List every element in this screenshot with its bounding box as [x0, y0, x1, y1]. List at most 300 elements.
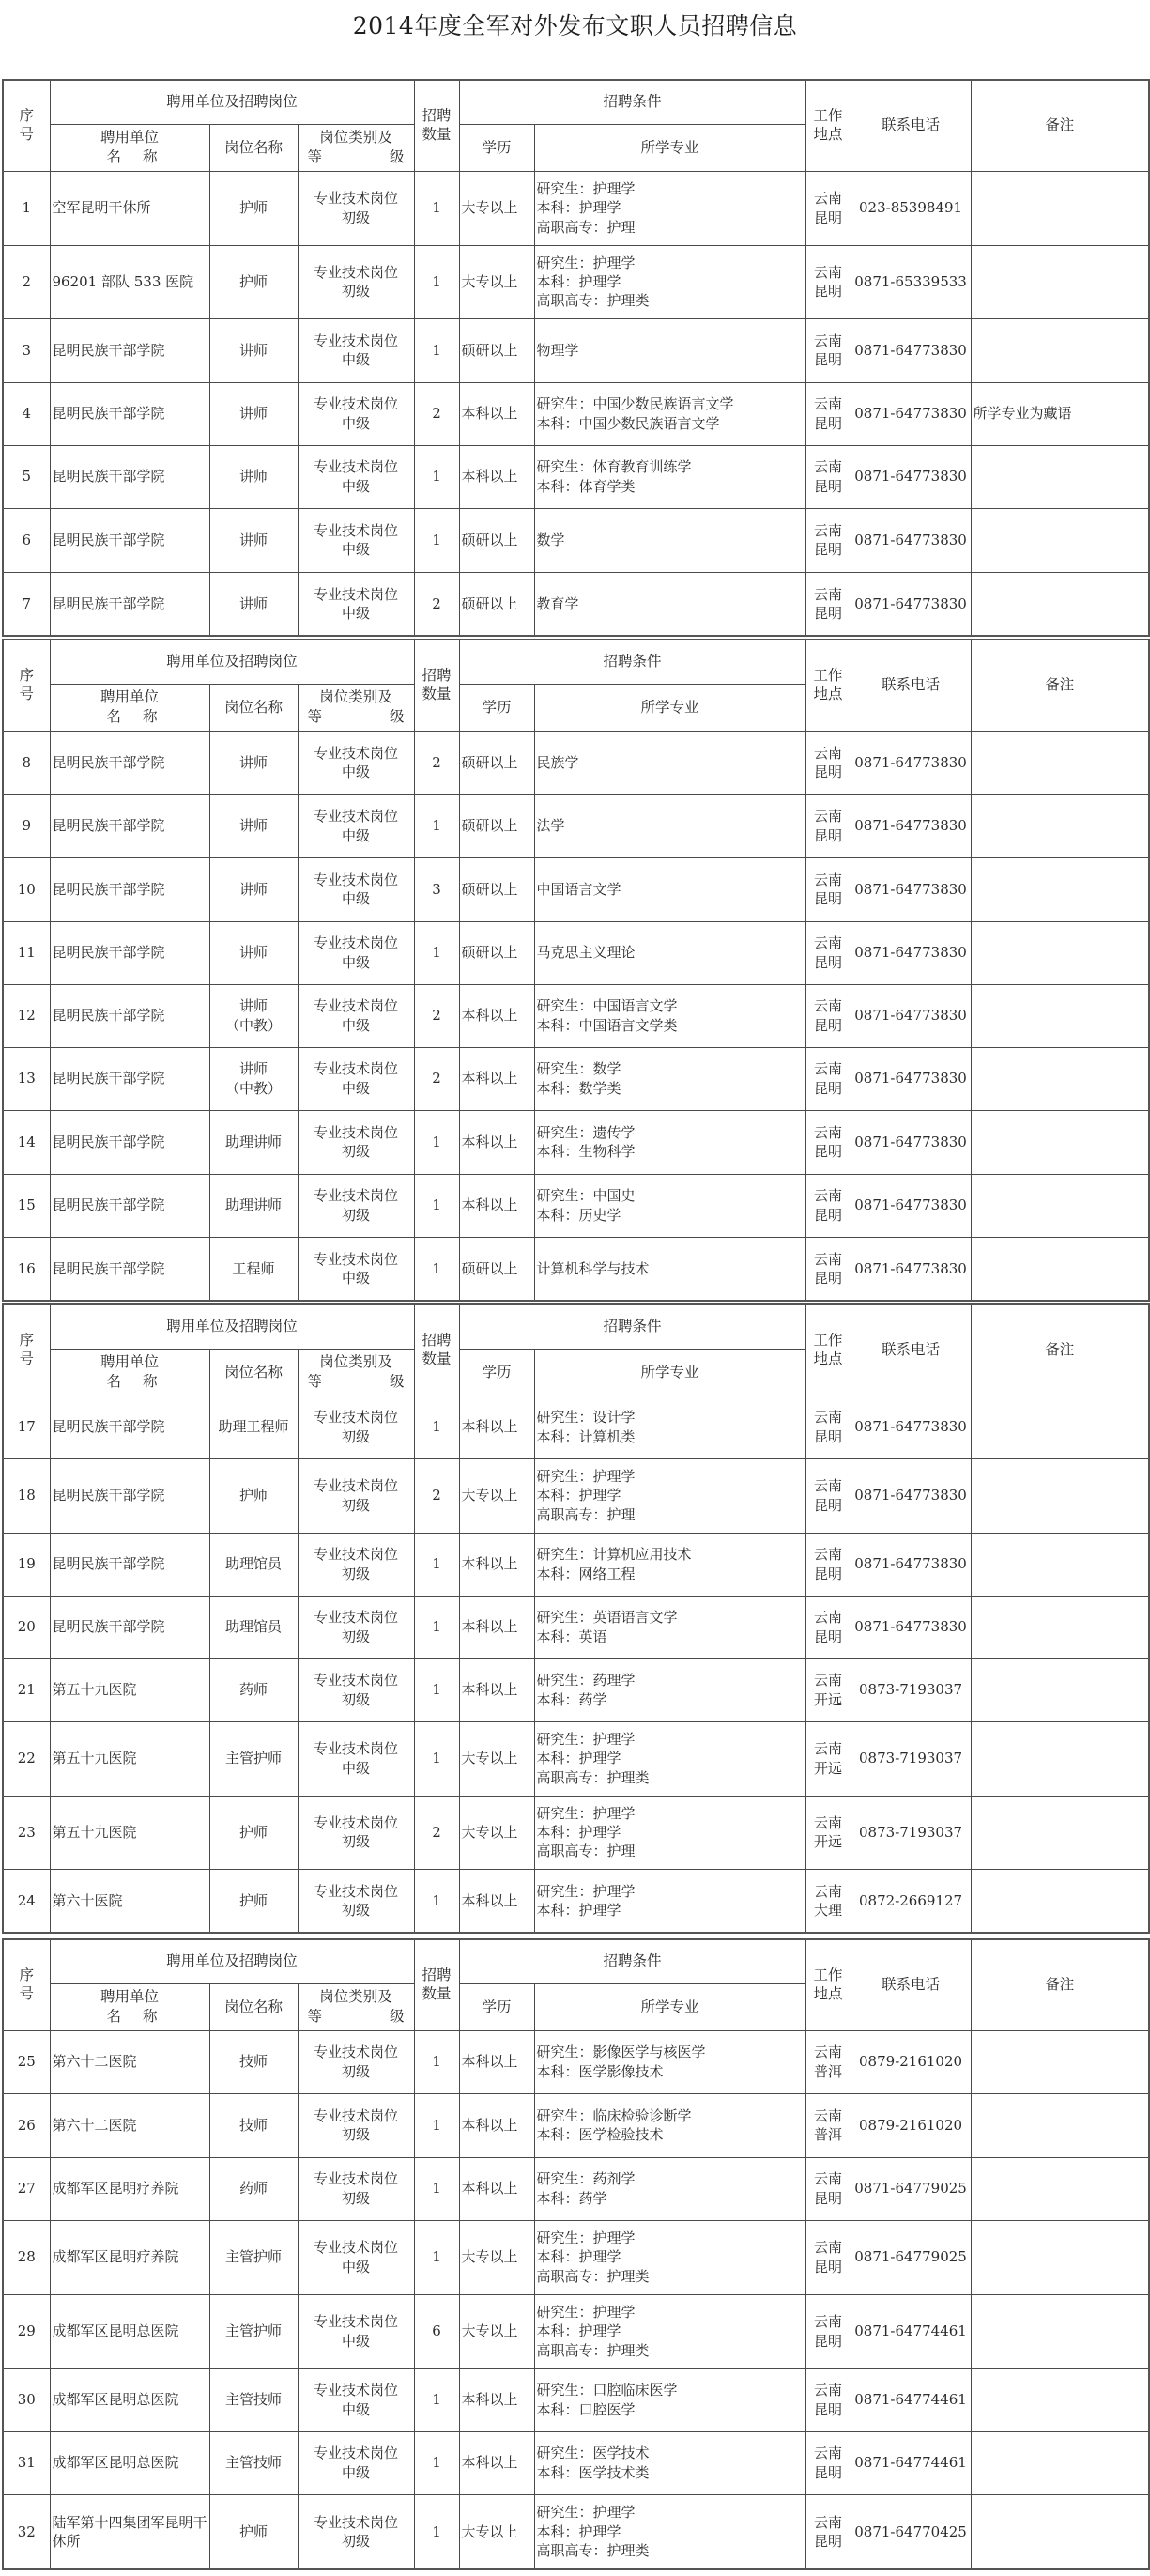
header-conditions-group: 招聘条件 [459, 80, 805, 124]
location-line: 云南 [814, 2313, 843, 2331]
location-line: 昆明 [814, 351, 843, 368]
header-remarks: 备注 [971, 640, 1149, 731]
cell-education: 大专以上 [459, 2220, 534, 2294]
cell-major [534, 1796, 805, 1869]
recruitment-table [2, 639, 1150, 1302]
location-line: 云南 [814, 1546, 843, 1564]
table-row [3, 2494, 1149, 2569]
cell-seq: 30 [3, 2368, 50, 2431]
position-line: 护师 [238, 1487, 268, 1504]
header-remarks: 备注 [971, 80, 1149, 171]
cell-remarks [971, 2157, 1149, 2220]
cell-remarks [971, 1869, 1149, 1933]
cell-phone: 0871-64774461 [851, 2368, 971, 2431]
category-line: 中级 [342, 541, 371, 558]
location-line: 昆明 [814, 1496, 843, 1514]
table-row [3, 508, 1149, 572]
location-line: 昆明 [814, 604, 843, 622]
major-line: 研究生：设计学 [536, 1409, 636, 1427]
major-line: 高职高专：护理类 [536, 2267, 650, 2285]
location-line: 昆明 [814, 1565, 843, 1582]
cell-phone: 0871-64773830 [851, 921, 971, 984]
header-category: 岗位类别及 等 级 [298, 1349, 414, 1396]
cell-education: 本科以上 [459, 445, 534, 508]
location-line: 云南 [814, 1409, 843, 1427]
table-row [3, 1047, 1149, 1110]
cell-remarks [971, 2431, 1149, 2494]
category-line: 初级 [342, 1627, 371, 1645]
location-line: 云南 [814, 332, 843, 349]
category-line: 专业技术岗位 [314, 934, 399, 952]
cell-phone: 0871-64773830 [851, 508, 971, 572]
location-line: 云南 [814, 190, 843, 208]
header-education: 学历 [459, 684, 534, 731]
cell-major [534, 245, 805, 318]
cell-education: 硕研以上 [459, 318, 534, 382]
cell-seq: 13 [3, 1047, 50, 1110]
cell-position [209, 2368, 298, 2431]
category-line: 初级 [342, 283, 371, 300]
cell-category [298, 382, 414, 445]
cell-position [209, 1796, 298, 1869]
table-row [3, 1533, 1149, 1596]
cell-phone: 0871-64770425 [851, 2494, 971, 2569]
header-major: 所学专业 [534, 1983, 805, 2030]
cell-count: 1 [414, 245, 459, 318]
cell-location [805, 1047, 851, 1110]
cell-seq: 31 [3, 2431, 50, 2494]
position-line: 药师 [238, 2180, 268, 2198]
cell-category [298, 794, 414, 857]
cell-position [209, 731, 298, 794]
position-line: 主管护师 [224, 2248, 282, 2266]
position-line: 护师 [238, 272, 268, 290]
major-line: 高职高专：护理类 [536, 2541, 650, 2559]
major-line: 高职高专：护理 [536, 1843, 636, 1860]
cell-major [534, 1721, 805, 1796]
location-line: 云南 [814, 1477, 843, 1495]
major-line: 研究生：药理学 [536, 1672, 636, 1689]
header-seq: 序 号 [3, 640, 50, 731]
cell-seq: 23 [3, 1796, 50, 1869]
cell-count: 1 [414, 508, 459, 572]
table-row [3, 2294, 1149, 2368]
cell-education: 本科以上 [459, 1110, 534, 1174]
major-line: 研究生：护理学 [536, 1804, 636, 1822]
cell-phone: 023-85398491 [851, 171, 971, 245]
category-line: 专业技术岗位 [314, 2106, 399, 2124]
cell-position [209, 318, 298, 382]
cell-major [534, 794, 805, 857]
cell-count: 1 [414, 2220, 459, 2294]
location-line: 云南 [814, 2239, 843, 2257]
cell-unit: 第五十九医院 [50, 1721, 209, 1796]
cell-category [298, 2157, 414, 2220]
major-line: 研究生：护理学 [536, 2304, 636, 2321]
header-seq: 序 号 [3, 80, 50, 171]
location-line: 云南 [814, 1882, 843, 1900]
cell-phone: 0871-64773830 [851, 382, 971, 445]
table-row [3, 2157, 1149, 2220]
table-row [3, 1796, 1149, 1869]
table-row [3, 1174, 1149, 1237]
cell-location [805, 572, 851, 636]
major-line: 研究生：护理学 [536, 180, 636, 198]
major-line: 研究生：遗传学 [536, 1123, 636, 1141]
cell-category [298, 1721, 414, 1796]
major-line: 本科：生物科学 [536, 1143, 636, 1160]
location-line: 昆明 [814, 208, 843, 226]
cell-count: 1 [414, 2030, 459, 2093]
cell-phone: 0871-64773830 [851, 731, 971, 794]
header-major: 所学专业 [534, 684, 805, 731]
header-row-group [3, 640, 1149, 684]
location-line: 云南 [814, 1740, 843, 1758]
category-line: 初级 [342, 1901, 371, 1919]
cell-seq: 27 [3, 2157, 50, 2220]
cell-remarks [971, 794, 1149, 857]
cell-category [298, 731, 414, 794]
location-line: 昆明 [814, 826, 843, 844]
cell-category [298, 1047, 414, 1110]
cell-count: 1 [414, 318, 459, 382]
major-line: 本科：体育学类 [536, 477, 636, 495]
category-line: 专业技术岗位 [314, 1672, 399, 1689]
major-line: 本科：护理学 [536, 272, 621, 290]
major-line: 研究生：计算机应用技术 [536, 1546, 692, 1564]
cell-unit: 昆明民族干部学院 [50, 1396, 209, 1458]
category-line: 专业技术岗位 [314, 458, 399, 476]
cell-remarks [971, 2294, 1149, 2368]
cell-count: 1 [414, 2431, 459, 2494]
location-line: 云南 [814, 934, 843, 952]
cell-education: 本科以上 [459, 984, 534, 1047]
cell-unit: 昆明民族干部学院 [50, 318, 209, 382]
header-row-group [3, 1939, 1149, 1983]
location-line: 云南 [814, 2445, 843, 2462]
position-line: 工程师 [232, 1259, 275, 1277]
location-line: 云南 [814, 521, 843, 539]
header-major: 所学专业 [534, 124, 805, 171]
location-line: 昆明 [814, 1016, 843, 1034]
header-remarks: 备注 [971, 1304, 1149, 1396]
cell-phone: 0871-64773830 [851, 1047, 971, 1110]
header-position-name: 岗位名称 [209, 124, 298, 171]
cell-remarks [971, 857, 1149, 921]
header-unit-group: 聘用单位及招聘岗位 [50, 1939, 414, 1983]
cell-location [805, 318, 851, 382]
cell-major [534, 2030, 805, 2093]
cell-location [805, 731, 851, 794]
cell-position [209, 171, 298, 245]
cell-category [298, 572, 414, 636]
cell-category [298, 2431, 414, 2494]
category-line: 专业技术岗位 [314, 2445, 399, 2462]
header-unit-name: 聘用单位 名 称 [50, 124, 209, 171]
cell-location [805, 984, 851, 1047]
cell-position [209, 1658, 298, 1721]
cell-position [209, 1237, 298, 1301]
cell-position [209, 1174, 298, 1237]
cell-position [209, 1721, 298, 1796]
category-line: 中级 [342, 1269, 371, 1287]
cell-category [298, 921, 414, 984]
cell-unit: 昆明民族干部学院 [50, 508, 209, 572]
cell-location [805, 2494, 851, 2569]
cell-category [298, 857, 414, 921]
cell-unit: 第六十二医院 [50, 2030, 209, 2093]
cell-count: 2 [414, 984, 459, 1047]
category-line: 专业技术岗位 [314, 2170, 399, 2188]
cell-remarks [971, 1796, 1149, 1869]
table-row [3, 572, 1149, 636]
position-line: 讲师 [238, 997, 268, 1015]
cell-remarks [971, 1396, 1149, 1458]
location-line: 云南 [814, 1123, 843, 1141]
location-line: 昆明 [814, 414, 843, 432]
category-line: 中级 [342, 1079, 371, 1097]
location-line: 昆明 [814, 477, 843, 495]
cell-major [534, 1658, 805, 1721]
cell-education: 本科以上 [459, 1869, 534, 1933]
cell-remarks [971, 508, 1149, 572]
cell-education: 本科以上 [459, 2157, 534, 2220]
cell-location [805, 1110, 851, 1174]
cell-major [534, 1174, 805, 1237]
major-line: 本科：计算机类 [536, 1427, 636, 1445]
position-line: 讲师 [238, 341, 268, 359]
major-line: 本科：护理学 [536, 2322, 621, 2340]
cell-major [534, 318, 805, 382]
cell-seq: 15 [3, 1174, 50, 1237]
cell-unit: 第六十医院 [50, 1869, 209, 1933]
category-line: 专业技术岗位 [314, 1409, 399, 1427]
category-line: 初级 [342, 1690, 371, 1708]
location-line: 云南 [814, 997, 843, 1015]
cell-location [805, 2093, 851, 2157]
cell-phone: 0871-65339533 [851, 245, 971, 318]
location-line: 昆明 [814, 953, 843, 971]
major-line: 本科：医学技术类 [536, 2463, 650, 2481]
cell-seq: 9 [3, 794, 50, 857]
cell-location [805, 1721, 851, 1796]
major-line: 研究生：医学技术 [536, 2445, 650, 2462]
major-line: 研究生：护理学 [536, 1731, 636, 1749]
major-line: 高职高专：护理 [536, 1505, 636, 1523]
cell-major [534, 731, 805, 794]
cell-seq: 22 [3, 1721, 50, 1796]
major-line: 数学 [536, 531, 565, 548]
category-line: 专业技术岗位 [314, 997, 399, 1015]
table-row [3, 2093, 1149, 2157]
major-line: 研究生：影像医学与核医学 [536, 2044, 706, 2061]
cell-remarks [971, 731, 1149, 794]
position-line: 主管技师 [224, 2391, 282, 2409]
header-row-group [3, 1304, 1149, 1349]
table-row [3, 2030, 1149, 2093]
cell-major [534, 1237, 805, 1301]
header-count: 招聘 数量 [414, 80, 459, 171]
major-line: 本科：药学 [536, 2189, 607, 2207]
cell-education: 本科以上 [459, 2368, 534, 2431]
major-line: 研究生：中国语言文学 [536, 997, 678, 1015]
cell-phone: 0873-7193037 [851, 1796, 971, 1869]
cell-location [805, 382, 851, 445]
cell-unit: 昆明民族干部学院 [50, 857, 209, 921]
category-line: 专业技术岗位 [314, 2513, 399, 2531]
cell-position [209, 1596, 298, 1658]
cell-unit: 成都军区昆明疗养院 [50, 2157, 209, 2220]
cell-education: 本科以上 [459, 1658, 534, 1721]
cell-education: 硕研以上 [459, 921, 534, 984]
position-line: 药师 [238, 1681, 268, 1699]
category-line: 专业技术岗位 [314, 585, 399, 603]
location-line: 昆明 [814, 2189, 843, 2207]
cell-position [209, 2294, 298, 2368]
location-line: 云南 [814, 2382, 843, 2399]
header-category: 岗位类别及 等 级 [298, 124, 414, 171]
location-line: 开远 [814, 1759, 843, 1777]
cell-seq: 32 [3, 2494, 50, 2569]
header-conditions-group: 招聘条件 [459, 1304, 805, 1349]
cell-major [534, 1533, 805, 1596]
cell-remarks [971, 1047, 1149, 1110]
major-line: 研究生：临床检验诊断学 [536, 2106, 692, 2124]
cell-education: 大专以上 [459, 1458, 534, 1533]
cell-category [298, 2494, 414, 2569]
cell-position [209, 984, 298, 1047]
cell-major [534, 857, 805, 921]
position-line: 主管护师 [224, 1750, 282, 1767]
location-line: 昆明 [814, 1143, 843, 1160]
major-line: 本科：口腔医学 [536, 2400, 636, 2418]
cell-seq: 10 [3, 857, 50, 921]
cell-education: 硕研以上 [459, 731, 534, 794]
cell-location [805, 1533, 851, 1596]
table-row [3, 1110, 1149, 1174]
cell-position [209, 857, 298, 921]
cell-remarks [971, 245, 1149, 318]
cell-position [209, 2494, 298, 2569]
cell-education: 大专以上 [459, 2494, 534, 2569]
major-line: 研究生：口腔临床医学 [536, 2382, 678, 2399]
major-line: 研究生：体育教育训练学 [536, 458, 692, 476]
position-line: 讲师 [238, 531, 268, 548]
cell-location [805, 171, 851, 245]
cell-count: 1 [414, 1596, 459, 1658]
location-line: 云南 [814, 744, 843, 762]
table-row [3, 171, 1149, 245]
cell-seq: 20 [3, 1596, 50, 1658]
cell-seq: 3 [3, 318, 50, 382]
cell-position [209, 572, 298, 636]
cell-count: 2 [414, 1796, 459, 1869]
category-line: 专业技术岗位 [314, 1609, 399, 1627]
table-row [3, 2431, 1149, 2494]
major-line: 研究生：护理学 [536, 2504, 636, 2522]
position-line: 讲师 [238, 880, 268, 898]
category-line: 初级 [342, 1206, 371, 1224]
category-line: 专业技术岗位 [314, 2044, 399, 2061]
cell-major [534, 1458, 805, 1533]
table-row [3, 1458, 1149, 1533]
cell-position [209, 794, 298, 857]
location-line: 昆明 [814, 2463, 843, 2481]
cell-remarks [971, 921, 1149, 984]
position-line: 护师 [238, 2522, 268, 2540]
cell-category [298, 2220, 414, 2294]
location-line: 云南 [814, 263, 843, 281]
location-line: 昆明 [814, 1627, 843, 1645]
major-line: 本科：医学检验技术 [536, 2126, 664, 2143]
cell-count: 2 [414, 382, 459, 445]
cell-count: 3 [414, 857, 459, 921]
cell-phone: 0871-64773830 [851, 1110, 971, 1174]
major-line: 本科：护理学 [536, 199, 621, 217]
header-education: 学历 [459, 1983, 534, 2030]
position-line: 助理馆员 [224, 1555, 282, 1573]
cell-remarks [971, 2368, 1149, 2431]
cell-count: 6 [414, 2294, 459, 2368]
major-line: 本科：网络工程 [536, 1565, 636, 1582]
category-line: 专业技术岗位 [314, 1250, 399, 1268]
cell-count: 1 [414, 1237, 459, 1301]
position-line: （中教） [224, 1079, 282, 1097]
category-line: 中级 [342, 351, 371, 368]
cell-unit: 昆明民族干部学院 [50, 1174, 209, 1237]
cell-unit: 96201 部队 533 医院 [50, 245, 209, 318]
cell-unit: 第五十九医院 [50, 1658, 209, 1721]
position-line: 助理工程师 [218, 1418, 289, 1436]
header-remarks: 备注 [971, 1939, 1149, 2030]
cell-seq: 16 [3, 1237, 50, 1301]
cell-unit: 第六十二医院 [50, 2093, 209, 2157]
position-line: 讲师 [238, 1060, 268, 1078]
category-line: 中级 [342, 890, 371, 907]
cell-education: 本科以上 [459, 2093, 534, 2157]
cell-major [534, 1396, 805, 1458]
cell-seq: 26 [3, 2093, 50, 2157]
cell-remarks [971, 1658, 1149, 1721]
cell-category [298, 1533, 414, 1596]
cell-unit: 昆明民族干部学院 [50, 445, 209, 508]
cell-position [209, 1110, 298, 1174]
category-line: 中级 [342, 2400, 371, 2418]
header-conditions-group: 招聘条件 [459, 640, 805, 684]
cell-location [805, 2368, 851, 2431]
table-row [3, 1596, 1149, 1658]
cell-remarks [971, 984, 1149, 1047]
cell-location [805, 857, 851, 921]
table-row [3, 1396, 1149, 1458]
location-line: 云南 [814, 1609, 843, 1627]
cell-seq: 18 [3, 1458, 50, 1533]
major-line: 高职高专：护理类 [536, 1768, 650, 1786]
cell-education: 硕研以上 [459, 508, 534, 572]
position-line: 助理讲师 [224, 1133, 282, 1150]
cell-location [805, 1174, 851, 1237]
cell-unit: 成都军区昆明总医院 [50, 2431, 209, 2494]
cell-count: 1 [414, 2494, 459, 2569]
major-line: 计算机科学与技术 [536, 1259, 650, 1277]
cell-count: 1 [414, 1658, 459, 1721]
major-line: 本科：护理学 [536, 1750, 621, 1767]
major-line: 民族学 [536, 753, 579, 771]
category-line: 初级 [342, 2062, 371, 2080]
table-row [3, 2368, 1149, 2431]
cell-education: 本科以上 [459, 382, 534, 445]
cell-category [298, 1869, 414, 1933]
